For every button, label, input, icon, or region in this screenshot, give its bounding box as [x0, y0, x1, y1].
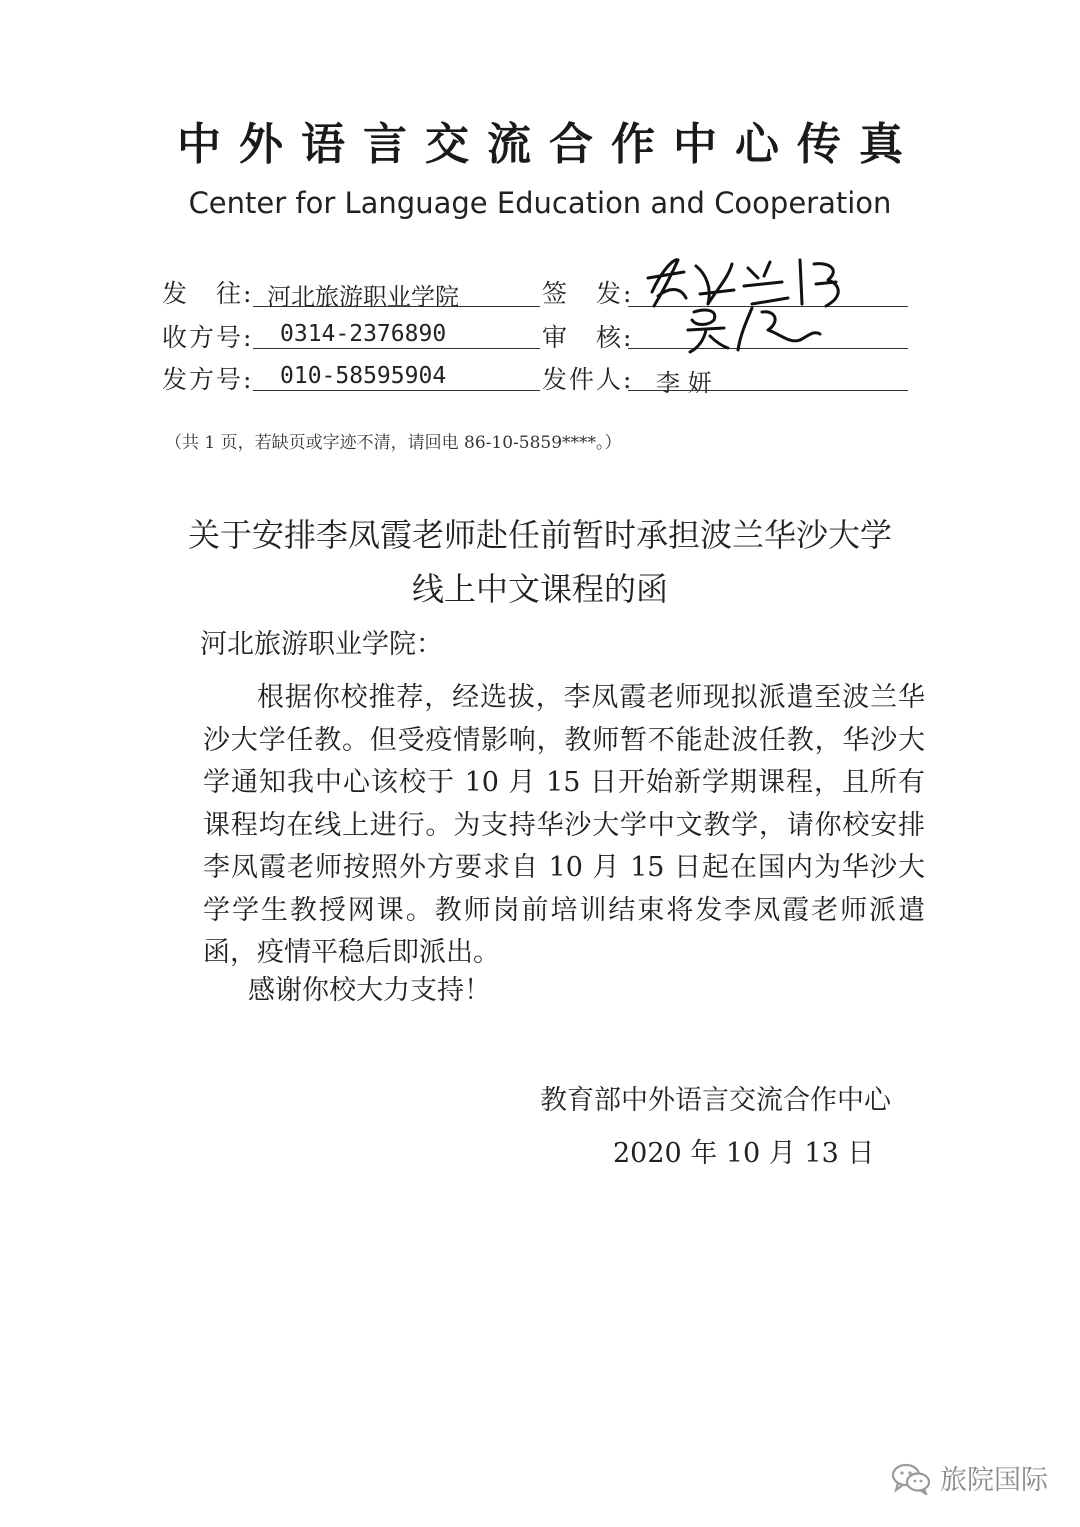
- thanks-line: 感谢你校大力支持！: [248, 975, 491, 1006]
- to-label: 发 往:: [162, 279, 254, 308]
- watermark-text: 旅院国际: [940, 1465, 1048, 1496]
- document-title-line1: 关于安排李凤霞老师赴任前暂时承担波兰华沙大学: [187, 516, 892, 554]
- sender-organization: 教育部中外语言交流合作中心: [540, 1085, 891, 1116]
- sign-label: 签 发:: [542, 279, 634, 308]
- sender-underline: [628, 390, 908, 391]
- body-paragraph: 根据你校推荐，经选拔，李凤霞老师现拟派遣至波兰华沙大学任教。但受疫情影响，教师暂不能赴波任教，华沙大学通知我中心该校于 10 月 15 日开始新学期课程，且所有课程均在线上进行。为支持华沙大学中文教学，请你校安排李凤霞老师按照外方要求自 10 月 15 日起在国内为华沙大学学生教授网课。教师岗前培训结束将发李凤霞老师派遣函，疫情平稳后即派出。: [203, 682, 925, 968]
- to-underline: [253, 306, 540, 307]
- watermark: [890, 1458, 1048, 1497]
- recv-underline: [253, 348, 540, 349]
- document-title-line2: 线上中文课程的函: [411, 570, 668, 608]
- wechat-icon: [890, 1461, 932, 1495]
- fax-title: 中外语言交流合作中心传真: [177, 119, 921, 170]
- send-label: 发方号:: [162, 365, 254, 394]
- fax-subtitle: Center for Language Education and Cooperation: [188, 186, 892, 220]
- salutation: 河北旅游职业学院：: [200, 629, 443, 660]
- recv-label: 收方号:: [162, 323, 254, 352]
- to-value: 河北旅游职业学院: [267, 283, 459, 311]
- issue-date: 2020 年 10 月 13 日: [613, 1138, 875, 1169]
- sender-value: 李 妍: [656, 369, 712, 397]
- send-underline: [253, 390, 540, 391]
- review-label: 审 核:: [542, 323, 634, 352]
- recv-value: 0314-2376890: [280, 321, 447, 347]
- sender-label: 发件人:: [542, 365, 634, 394]
- send-value: 010-58595904: [280, 363, 447, 389]
- signature-reviewer: [680, 300, 830, 356]
- fax-note: （共 1 页，若缺页或字迹不清，请回电 86-10-5859****。）: [165, 433, 622, 453]
